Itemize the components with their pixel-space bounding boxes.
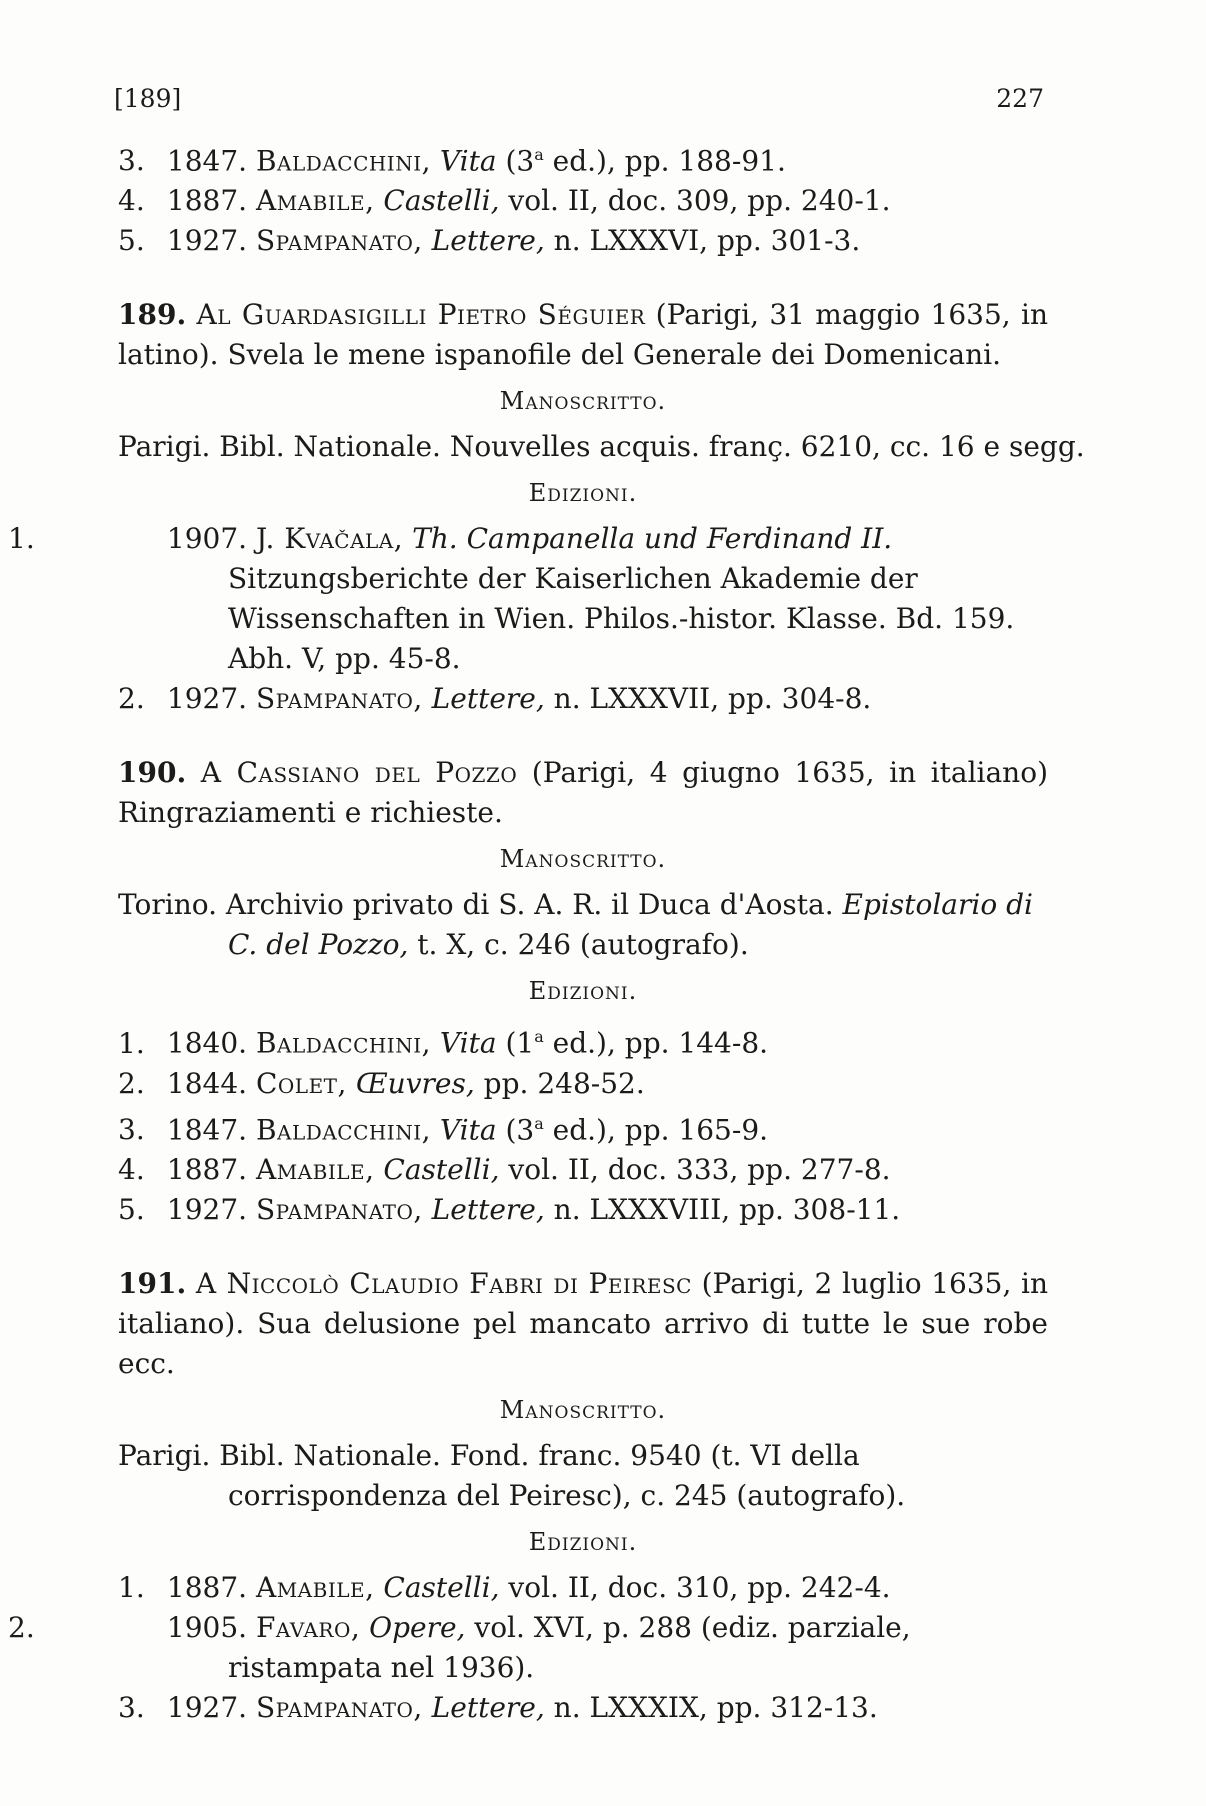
edition-item: 5. 1927. Spampanato, Lettere, n. LXXXVI, pp. 301-3. <box>118 224 861 258</box>
manuscript-ref: Parigi. Bibl. Nationale. Nouvelles acquis. franç. 6210, cc. 16 e segg. <box>118 430 1085 464</box>
entry-191-heading: 191. A Niccolò Claudio Fabri di Peiresc (Parigi, 2 luglio 1635, in italiano). Sua delusione pel mancato arrivo di tutte le sue robe ecc. <box>118 1266 1048 1380</box>
editions-label: Edizioni. <box>528 1527 638 1556</box>
edition-item: 4. 1887. Amabile, Castelli, vol. II, doc. 333, pp. 277-8. <box>118 1152 891 1186</box>
edition-item: 2. 1927. Spampanato, Lettere, n. LXXXVII, pp. 304-8. <box>118 682 872 716</box>
manuscript-label: Manoscritto. <box>499 845 667 874</box>
edition-item: 4. 1887. Amabile, Castelli, vol. II, doc. 309, pp. 240-1. <box>118 184 891 218</box>
edition-item: 1. 1907. J. Kvačala, Th. Campanella und Ferdinand II. Sitzungsberichte der Kaiserlichen Akademie der Wissenschaften in Wien. Philos.-histor. Klasse. Bd. 159. Abh. V, pp. 45-8. <box>8 522 1015 676</box>
page-number: 227 <box>996 84 1044 113</box>
edition-item: 3. 1847. Baldacchini, Vita (3$^a$ ed.), pp. 165-9. <box>118 1112 769 1146</box>
edition-item: 5. 1927. Spampanato, Lettere, n. LXXXVIII, pp. 308-11. <box>118 1192 901 1226</box>
edition-item: 1. 1887. Amabile, Castelli, vol. II, doc. 310, pp. 242-4. <box>118 1570 891 1604</box>
editions-label: Edizioni. <box>528 479 638 508</box>
page-body <box>8 135 1085 1728</box>
manuscript-ref: Torino. Archivio privato di S. A. R. il Duca d'Aosta. Epistolario di C. del Pozzo, t. X, c. 246 (autografo). <box>118 888 1033 962</box>
entry-190-heading: 190. A Cassiano del Pozzo (Parigi, 4 giugno 1635, in italiano) Ringraziamenti e richieste. <box>118 756 1049 830</box>
entry-189-heading: 189. Al Guardasigilli Pietro Séguier (Parigi, 31 maggio 1635, in latino). Svela le mene ispanofile del Generale dei Domenicani. <box>118 298 1048 372</box>
manuscript-label: Manoscritto. <box>499 387 667 416</box>
manuscript-label: Manoscritto. <box>499 1395 667 1424</box>
edition-item: 3. 1927. Spampanato, Lettere, n. LXXXIX, pp. 312-13. <box>118 1690 878 1724</box>
section-number: [189] <box>114 84 182 113</box>
manuscript-ref: Parigi. Bibl. Nationale. Fond. franc. 9540 (t. VI della corrispondenza del Peiresc), c. 245 (autografo). <box>118 1438 906 1512</box>
edition-item: 1. 1840. Baldacchini, Vita (1$^a$ ed.), pp. 144-8. <box>118 1026 769 1060</box>
page-header <box>114 84 1044 124</box>
edition-item: 2. 1905. Favaro, Opere, vol. XVI, p. 288 (ediz. parziale, ristampata nel 1936). <box>8 1610 911 1684</box>
editions-label: Edizioni. <box>528 977 638 1006</box>
edition-item: 2. 1844. Colet, Œuvres, pp. 248-52. <box>118 1066 645 1100</box>
edition-item: 3. 1847. Baldacchini, Vita (3$^a$ ed.), pp. 188-91. <box>118 144 786 178</box>
